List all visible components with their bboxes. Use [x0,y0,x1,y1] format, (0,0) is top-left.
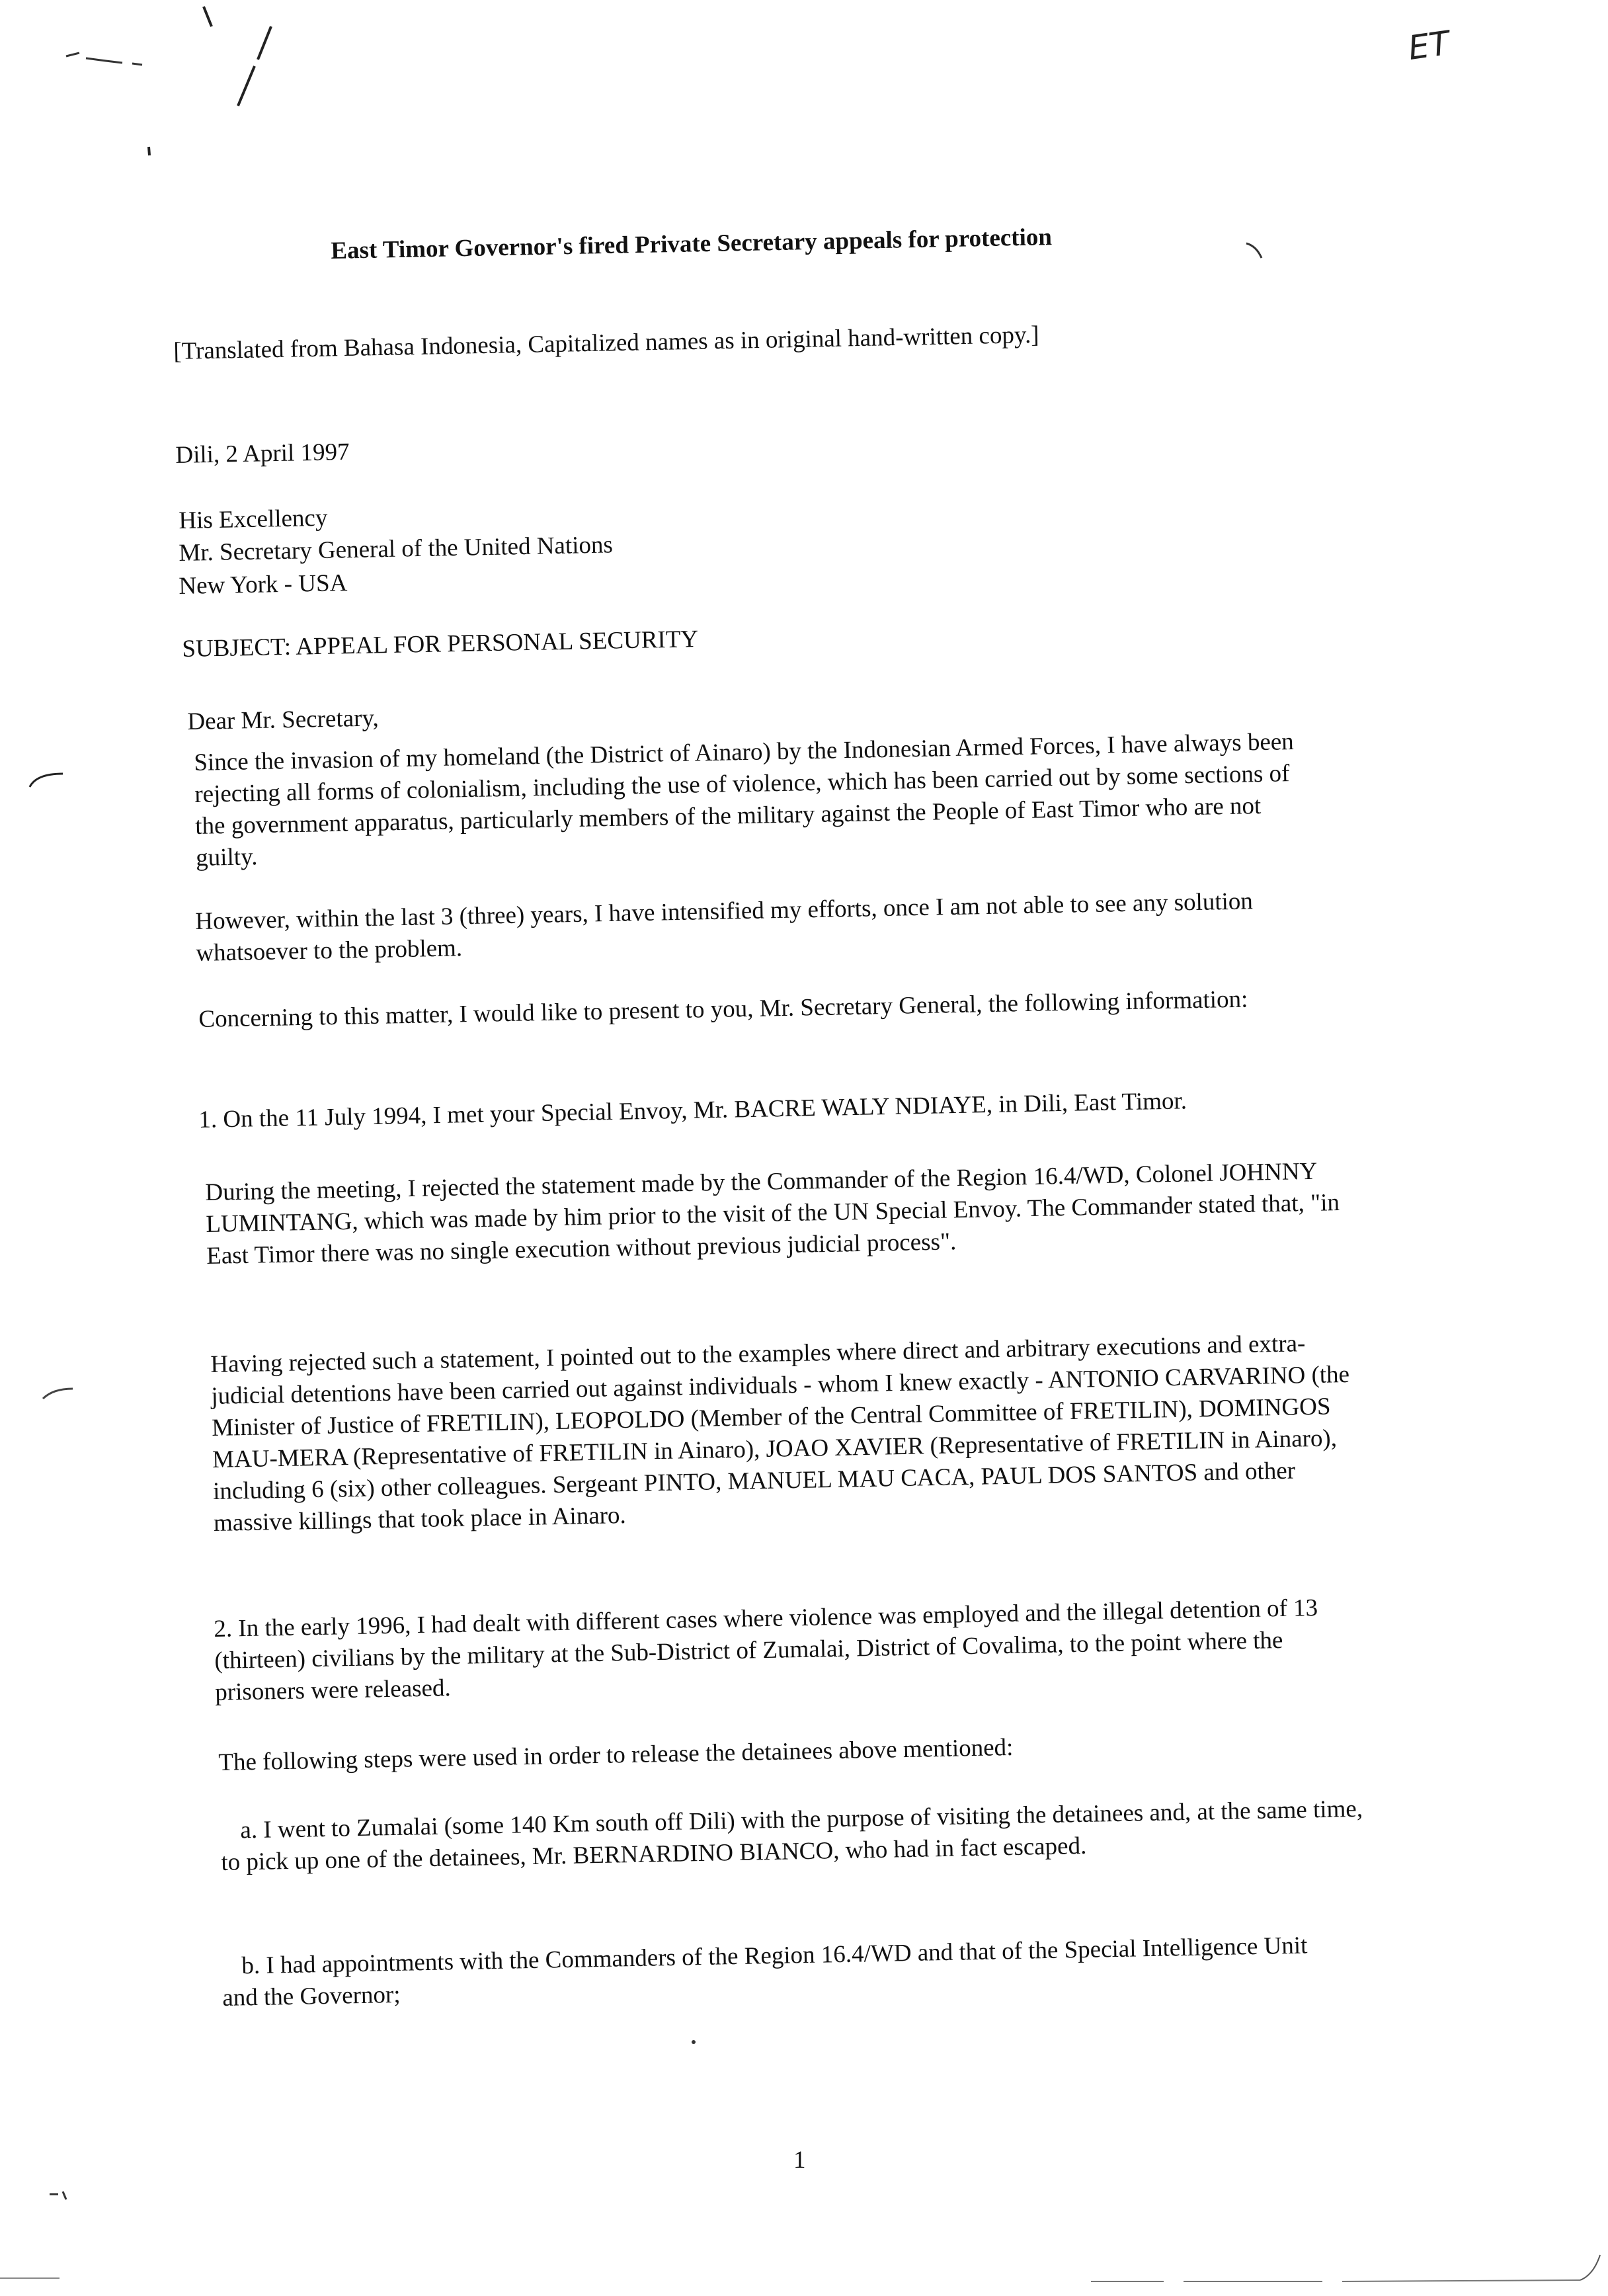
paragraph-5: During the meeting, I rejected the statement made by the Commander of the Region 16.4/WD, Colonel JOHNNY LUMINTANG, which was made by him prior to the visit of the UN Special Envoy. The Commander stated that, "in East Timor there was no single execution without previous judicial process". [205,1157,1340,1270]
paragraph-4: 1. On the 11 July 1994, I met your Special Envoy, Mr. BACRE WALY NDIAYE, in Dili, East Timor. [198,1087,1187,1133]
translation-note: [Translated from Bahasa Indonesia, Capitalized names as in original hand-written copy.] [173,321,1039,365]
date-line: Dili, 2 April 1997 [175,438,350,469]
margin-mark [26,1382,79,1409]
paragraph-8: The following steps were used in order to release the detainees above mentioned: [218,1733,1014,1776]
page-number: 1 [793,2147,806,2174]
handwritten-scribble [60,0,298,172]
paragraph-6: Having rejected such a statement, I pointed out to the examples where direct and arbitrary executions and extra-judicial detentions have been carried out against individuals - whom I knew exactly - ANTONIO CARVARINO (the Minister of Justice of FRETILIN), LEOPOLDO (Member of the Central Committee of FRETILIN), DOMINGOS MAU-MERA (Representative of FRETILIN in Ainaro), JOAO XAVIER (Representative of FRETILIN in Ainaro), including 6 (six) other colleagues. Sergeant PINTO, MANUEL MAU CACA, PAUL DOS SANTOS and other massive killings that took place in Ainaro. [210,1330,1350,1537]
margin-mark [17,767,69,807]
paragraph-7: 2. In the early 1996, I had dealt with different cases where violence was employed and the illegal detention of 13 (thirteen) civilians by the military at the Sub-District of Zumalai, District of Covalima, to the point where the prisoners were released. [214,1594,1318,1706]
addressee-line-1: His Excellency [179,504,328,534]
handwritten-initials: ET [1406,23,1452,68]
subject-line: SUBJECT: APPEAL FOR PERSONAL SECURITY [182,626,699,663]
document-title: East Timor Governor's fired Private Secretary appeals for protection [331,224,1053,265]
addressee-line-3: New York - USA [179,569,348,600]
paragraph-10: b. I had appointments with the Commanders of the Region 16.4/WD and that of the Special Intelligence Unit and the Governor; [221,1932,1308,2012]
paragraph-3: Concerning to this matter, I would like to present to you, Mr. Secretary General, the following information: [198,985,1248,1033]
paragraph-9: a. I went to Zumalai (some 140 Km south off Dili) with the purpose of visiting the detainees and, at the same time, to pick up one of the detainees, Mr. BERNARDINO BIANCO, who had in fact escaped. [220,1795,1363,1876]
paragraph-2: However, within the last 3 (three) years, I have intensified my efforts, once I am not able to see any solution whatsoever to the problem. [195,887,1254,967]
addressee-line-2: Mr. Secretary General of the United Nations [179,531,614,567]
paragraph-1: Since the invasion of my homeland (the District of Ainaro) by the Indonesian Armed Forces, I have always been rejecting all forms of colonialism, including the use of violence, which has been carried out by some sections of the government apparatus, particularly members of the military against the People of East Timor who are not guilty. [194,728,1295,872]
scan-artifacts [0,2182,1608,2296]
stray-dot [692,2040,696,2044]
salutation: Dear Mr. Secretary, [187,704,380,735]
